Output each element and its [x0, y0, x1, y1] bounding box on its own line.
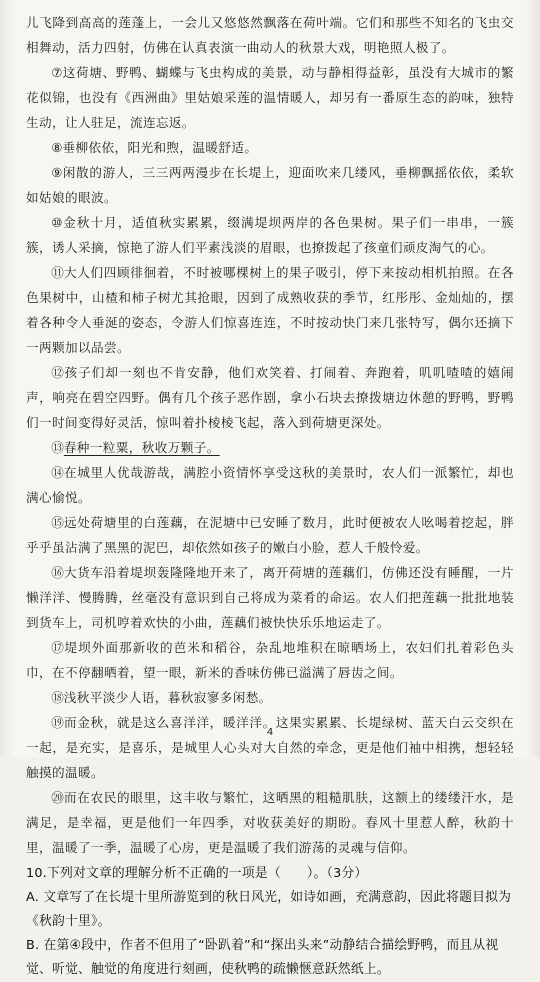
- paragraph-text: 金秋十月，适值秋实累累，缀满堤坝两岸的各色果树。果子们一串串，一簇簇，诱人采摘，惊艳了游人们平素浅淡的眉眼，也撩拨起了孩童们顽皮淘气的心。: [26, 215, 514, 255]
- question-block: [26, 862, 514, 982]
- article-paragraph: [26, 635, 514, 685]
- paragraph-text: 春种一粒粟，秋收万颗子。: [63, 440, 220, 455]
- article-paragraph: [26, 685, 514, 710]
- paragraph-number: ⑩: [51, 215, 64, 230]
- article-paragraph: [26, 435, 514, 460]
- paragraph-number: ⑯: [51, 565, 65, 580]
- paragraph-text: 堤坝外面那新收的芭米和稻谷，杂乱地堆积在晾晒场上，农妇们扎着彩色头巾，在不停翻晒着，望一眼，新米的香味仿佛已溢满了唇齿之间。: [26, 640, 515, 680]
- article-paragraph: [26, 710, 514, 785]
- article-paragraph: [26, 560, 514, 635]
- paragraph-number: ⑨: [51, 165, 63, 180]
- paragraph-text: 远处荷塘里的白莲藕，在泥塘中已安睡了数月，此时便被农人吆喝着挖起，胖乎乎虽沾满了黑黑的泥巴，却依然如孩子的嫩白小脸，惹人千般怜爱。: [26, 515, 514, 555]
- article-paragraph: [26, 135, 514, 160]
- article-paragraph: [26, 260, 514, 360]
- article-paragraph: [26, 210, 514, 260]
- paragraph-text: 浅秋平淡少人语，暮秋寂寥多闲愁。: [63, 690, 272, 705]
- article-paragraph: [26, 160, 514, 210]
- paragraph-number: ⑮: [51, 515, 65, 530]
- paragraph-text: 垂柳依依，阳光和煦，温暖舒适。: [62, 140, 258, 155]
- article-paragraph: [26, 510, 514, 560]
- article-paragraph: [26, 460, 514, 510]
- page-number: 4: [266, 727, 274, 738]
- paragraph-text: 儿飞降到高高的莲蓬上，一会儿又悠悠然飘落在荷叶端。它们和那些不知名的飞虫交相舞动，活力四射，仿佛在认真表演一曲动人的秋景大戏，明艳照人极了。: [26, 15, 514, 55]
- paragraph-number: ⑧: [51, 140, 63, 155]
- paragraph-text: 这荷塘、野鸭、蝴蝶与飞虫构成的美景，动与静相得益彰，虽没有大城市的繁花似锦，也没有《西洲曲》里姑娘采莲的温情暖人，却另有一番原生态的韵味，独特生动，让人驻足，流连忘返。: [26, 65, 514, 130]
- article-paragraph: [26, 10, 514, 60]
- paragraph-text: 在城里人优哉游哉，满腔小资情怀享受这秋的美景时，农人们一派繁忙，却也满心愉悦。: [26, 465, 514, 505]
- paragraph-number: ⑪: [51, 265, 65, 280]
- paragraph-text: 大人们四顾徘徊着，不时被哪棵树上的果子吸引，停下来按动相机拍照。在各色果树中，山楂和柿子树尤其抢眼，因到了成熟收获的季节，红彤彤、金灿灿的，摆着各种令人垂涎的姿态，令游人们惊喜连连，不时按动快门来几张特写，偶尔还摘下一两颗加以品尝。: [26, 265, 514, 355]
- paragraph-text: 而在农民的眼里，这丰收与繁忙，这晒黑的粗糙肌肤，这额上的缕缕汗水，是满足，是幸福，更是他们一年四季，对收获美好的期盼。春风十里惹人醉，秋韵十里，温暖了一季，温暖了心房，更是温暖了我们游荡的灵魂与信仰。: [26, 790, 514, 855]
- paragraph-number: ⑰: [51, 640, 65, 655]
- paragraph-number: ⑬: [51, 440, 64, 455]
- paragraph-text: 孩子们却一刻也不肯安静，他们欢笑着、打闹着、奔跑着，叽叽喳喳的嬉闹声，响亮在碧空四野。偶有几个孩子恶作剧，拿小石块去撩拨塘边休憩的野鸭，野鸭们一时间变得好灵活，惊叫着扑棱棱飞起，落入到荷塘更深处。: [26, 365, 515, 430]
- article-paragraph: [26, 60, 514, 135]
- article-paragraph: [26, 785, 514, 860]
- paragraph-number: ⑦: [51, 65, 63, 80]
- paragraph-text: 闲散的游人，三三两两漫步在长堤上，迎面吹来几缕风，垂柳飘摇依依，柔软如姑娘的眼波。: [26, 165, 514, 205]
- option-b: B. 在第④段中，作者不但用了“卧趴着”和“探出头来”动静结合描绘野鸭，而且从视觉、听觉、触觉的角度进行刻画，使秋鸭的疏懒惬意跃然纸上。: [26, 938, 499, 977]
- paragraph-number: ⑳: [51, 790, 65, 805]
- paragraph-text: 大货车沿着堤坝轰隆隆地开来了，离开荷塘的莲藕们，仿佛还没有睡醒，一片懒洋洋、慢腾腾，丝毫没有意识到自己将成为菜肴的命运。农人们把莲藕一批批地装到货车上，司机哼着欢快的小曲，莲藕们被快快乐乐地运走了。: [26, 565, 514, 630]
- paragraph-number: ⑭: [51, 465, 65, 480]
- paragraph-number: ⑫: [51, 365, 65, 380]
- paragraph-number: ⑲: [51, 715, 65, 730]
- paragraph-number: ⑱: [51, 690, 64, 705]
- question-stem: 10.下列对文章的理解分析不正确的一项是（ ）。（3分）: [26, 866, 368, 881]
- option-a: A. 文章写了在长堤十里所游览到的秋日风光，如诗如画，充满意韵，因此将题目拟为《秋韵十里》。: [26, 890, 512, 929]
- paragraph-text: 而金秋，就是这么喜洋洋，暖洋洋。这果实累累、长堤绿树、蓝天白云交织在一起，是充实，是喜乐，是城里人心头对大自然的牵念，更是他们袖中相携，想轻轻触摸的温暖。: [26, 715, 514, 780]
- article-paragraph: [26, 360, 514, 435]
